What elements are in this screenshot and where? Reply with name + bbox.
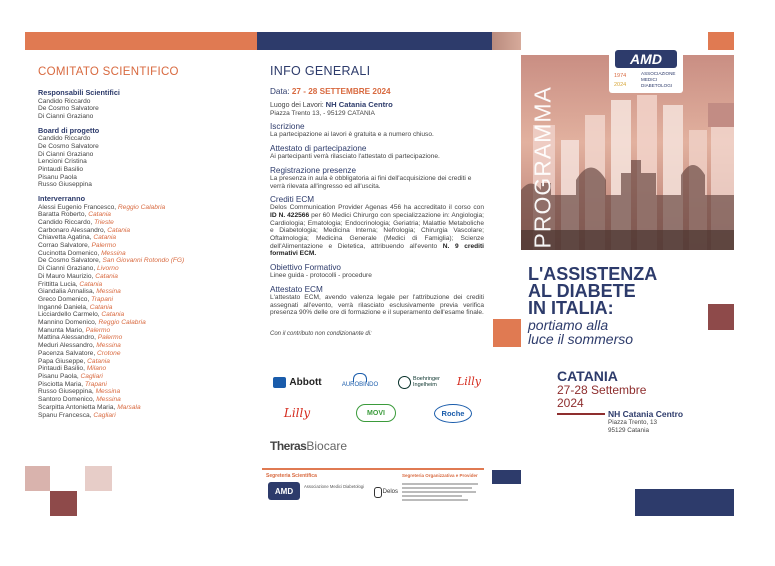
speaker-name: Pisciotta Maria, — [38, 380, 84, 388]
secretariat-strip — [262, 468, 484, 512]
aurobindo-icon — [353, 373, 367, 382]
committee-title: COMITATO SCIENTIFICO — [38, 66, 179, 78]
person-name: Pisanu Paola — [38, 173, 77, 181]
info-title: INFO GENERALI — [270, 64, 371, 78]
deco-square-rose-cover — [708, 103, 734, 127]
abbott-icon — [273, 377, 286, 388]
info-section-text: La presenza in aula è obbligatoria ai fini dell'acquisizione dei crediti e verrà rilevata all'ingresso ed all'uscita. — [270, 174, 472, 190]
speaker-city: Messina — [96, 396, 121, 404]
deco-bar-navy-bottom — [635, 489, 734, 516]
person-name: Candido Riccardo — [38, 97, 91, 105]
speaker-city: Marsala — [117, 403, 141, 411]
speaker-city: Trieste — [94, 218, 114, 226]
abbott-logo — [270, 373, 325, 391]
speaker-name: Di Mauro Maurizio, — [38, 272, 94, 280]
ecm-text-2: per 60 Medici Chirurgo con specializzazione in: Angiologia; Cardiologia; Ematologia; Endocrinologia; Geriatria; Malattie Metaboliche e Diabetologia; Medicina Interna; Nefrologia; Chirurgia Vascolare; Oftalmologia; Medicina Generale (Medici di Famiglia); Scienze dell'Alimentazione e Dietetica, attribuendo all'evento — [270, 211, 484, 250]
speaker-city: Messina — [96, 288, 121, 296]
cover-venue: NH Catania Centro — [608, 409, 684, 419]
movi-text: MOVI — [367, 409, 385, 417]
speaker-name: De Cosmo Salvatore, — [38, 257, 101, 265]
speaker-name: Pacenza Salvatore, — [38, 349, 96, 357]
cover-headline — [528, 266, 708, 346]
person-name: Di Cianni Graziano — [38, 112, 94, 120]
subtitle-line-2: luce il sommerso — [528, 331, 634, 347]
person-name: Di Cianni Graziano — [38, 150, 94, 158]
lilly-logo — [452, 372, 486, 390]
theras-text: Theras — [270, 439, 307, 453]
person-name: De Cosmo Salvatore — [38, 142, 99, 150]
speaker-city: Catania — [89, 303, 113, 311]
board-title: Board di progetto — [38, 125, 100, 135]
speaker-item — [38, 296, 248, 304]
movi-logo — [356, 404, 396, 422]
speaker-item — [38, 227, 248, 235]
speaker-city: Palermo — [91, 242, 117, 250]
boehringer-icon — [398, 376, 411, 389]
info-panel — [270, 64, 484, 339]
speaker-city: Reggio Calabria — [98, 319, 146, 327]
segreteria-org-lines — [402, 481, 482, 503]
speaker-item — [38, 350, 248, 358]
ecm-credits: N. 9 crediti formativi ECM. — [270, 242, 484, 258]
speaker-item — [38, 304, 248, 312]
committee-panel — [38, 66, 248, 419]
person-name: Russo Giuseppina — [38, 181, 92, 189]
speaker-name: Pintaudi Basilio, — [38, 365, 85, 373]
speaker-item — [38, 404, 248, 412]
speaker-item — [38, 327, 248, 335]
speaker-city: Catania — [88, 211, 111, 219]
delos-logo — [374, 484, 398, 500]
ecm-text-1: Delos Communication Provider Agenas 456 ha accreditato il corso con — [270, 204, 484, 212]
boehringer-text-2: Ingelheim — [413, 382, 437, 388]
speaker-name: Santoro Domenico, — [38, 396, 95, 404]
cover-divider — [557, 413, 605, 415]
amd-logo-mark — [615, 50, 677, 68]
speaker-city: Catania — [95, 272, 118, 280]
delos-icon — [374, 487, 382, 498]
deco-square-navy-mid — [492, 470, 521, 484]
deco-square-rose — [25, 466, 50, 491]
roche-text: Roche — [441, 409, 465, 418]
speaker-name: Mattina Alessandro, — [38, 334, 96, 342]
speaker-item — [38, 358, 248, 366]
attestato-ecm-title: Attestato ECM — [270, 284, 323, 294]
speaker-city: Cagliari — [80, 373, 103, 380]
abbott-text: Abbott — [289, 376, 322, 388]
speaker-name: Russo Giuseppina, — [38, 388, 94, 396]
speaker-city: San Giovanni Rotondo (FG) — [102, 257, 185, 265]
speaker-item — [38, 381, 248, 389]
amd-small-logo — [268, 482, 300, 500]
speaker-item — [38, 342, 248, 350]
date-label: Data: — [270, 87, 290, 96]
speaker-city: Livorno — [97, 265, 119, 273]
speaker-city: Catania — [107, 226, 131, 234]
speaker-item — [38, 319, 248, 327]
info-section-text: Ai partecipanti verrà rilasciato l'attestato di partecipazione. — [270, 153, 440, 161]
info-section-title: Attestato di partecipazione — [270, 144, 367, 154]
speaker-item — [38, 242, 248, 250]
aurobindo-text: AUROBINDO — [341, 381, 379, 388]
info-sections — [270, 122, 484, 190]
vertical-programma: PROGRAMMA — [529, 86, 556, 249]
speaker-item — [38, 273, 248, 281]
speaker-city: Catania — [87, 357, 110, 365]
amd-logo-text: AMD — [630, 51, 662, 67]
lilly-logo-2 — [280, 403, 314, 423]
deco-square-rose-2 — [85, 466, 112, 491]
speaker-item — [38, 265, 248, 273]
speaker-item — [38, 257, 248, 265]
segreteria-scientifica-title: Segreteria Scientifica — [266, 473, 317, 479]
obiettivo-title: Obiettivo Formativo — [270, 263, 341, 273]
top-bar-orange-right — [708, 32, 734, 50]
ecm-title: Crediti ECM — [270, 195, 315, 205]
biocare-text: Biocare — [306, 439, 348, 453]
aurobindo-logo — [332, 369, 388, 391]
speaker-city: Milano — [86, 365, 107, 373]
segreteria-scientifica-org: Associazione Medici Diabetologi — [304, 484, 365, 489]
speaker-item — [38, 219, 248, 227]
speaker-name: Meduri Alessandro, — [38, 342, 95, 350]
speaker-item — [38, 412, 248, 420]
speaker-item — [38, 250, 248, 258]
speaker-name: Spanu Francesca, — [38, 411, 92, 419]
speaker-item — [38, 211, 248, 219]
ecm-id: ID N. 422566 — [270, 211, 310, 219]
amd-logo — [609, 47, 683, 93]
speaker-city: Messina — [95, 388, 121, 396]
responsabili-title: Responsabili Scientifici — [38, 88, 120, 97]
segreteria-org-title: Segreteria Organizzativa e Provider — [402, 473, 478, 478]
speaker-city: Messina — [96, 342, 121, 350]
theras-logo — [270, 437, 347, 455]
date-line — [270, 87, 484, 96]
amd-sub-1: ASSOCIAZIONE — [641, 71, 676, 76]
speaker-name: Mannino Domenico, — [38, 319, 97, 327]
lilly-text-2: Lilly — [283, 406, 311, 420]
attestato-ecm-text: L'attestato ECM, avendo valenza legale per l'attribuzione dei crediti assegnati all'evento, verrà rilasciato esclusivamente previa verifica presenza 90% delle ore di formazione e il superamento dell'esame finale. — [270, 293, 484, 317]
speaker-city: Cagliari — [93, 411, 116, 419]
speaker-item — [38, 204, 248, 212]
responsabili-list — [38, 98, 248, 121]
speaker-name: Carbonaro Alessandro, — [38, 226, 106, 234]
cover-address-1: Piazza Trento, 13 — [608, 419, 658, 426]
info-section-text: La partecipazione ai lavori è gratuita e a numero chiuso. — [270, 131, 434, 139]
speaker-name: Corrao Salvatore, — [38, 242, 90, 250]
venue-address: Piazza Trento 13, - 95129 CATANIA — [270, 109, 375, 117]
venue-line — [270, 101, 484, 110]
speaker-item — [38, 373, 248, 381]
speakers-title: Interverranno — [38, 194, 86, 204]
cover-venue-block — [608, 409, 728, 435]
deco-square-orange-mid — [493, 319, 521, 347]
amd-sub-3: DIABETOLOGI — [641, 83, 673, 88]
cover-address-2: 95129 Catania — [608, 427, 649, 434]
boehringer-logo — [394, 372, 444, 392]
speaker-city: Trapani — [84, 380, 107, 388]
headline-line-1: L'ASSISTENZA — [528, 264, 658, 284]
roche-logo — [434, 404, 472, 423]
person-name: Lencioni Cristina — [38, 158, 87, 166]
speaker-city: Crotone — [97, 349, 121, 357]
info-section-title: Iscrizione — [270, 122, 305, 132]
headline-line-3: IN ITALIA: — [528, 298, 614, 318]
person-name: Candido Riccardo — [38, 135, 91, 143]
speakers-list — [38, 204, 248, 420]
subtitle-line-1: portiamo alla — [528, 317, 609, 333]
speaker-item — [38, 396, 248, 404]
sponsor-intro: Con il contributo non condizionante di: — [270, 330, 372, 337]
speaker-name: Scarpitta Antonietta Maria, — [38, 403, 116, 411]
delos-text: Delos — [382, 489, 398, 495]
venue-label: Luogo dei Lavori: — [270, 102, 324, 109]
speaker-name: Di Cianni Graziano, — [38, 265, 96, 273]
speaker-item — [38, 281, 248, 289]
speaker-city: Reggio Calabria — [117, 203, 166, 211]
speaker-city: Messina — [101, 249, 126, 257]
speaker-city: Catania — [79, 280, 103, 288]
person-name: De Cosmo Salvatore — [38, 105, 99, 113]
speaker-city: Catania — [101, 311, 125, 319]
speaker-name: Alessi Eugenio Francesco, — [38, 203, 117, 211]
date-value: 27 - 28 SETTEMBRE 2024 — [291, 87, 391, 96]
amd-year-start: 1974 — [614, 73, 627, 79]
ecm-text — [270, 204, 484, 258]
speaker-item — [38, 365, 248, 373]
deco-square-maroon-cover — [708, 304, 734, 330]
board-list — [38, 135, 248, 189]
speaker-name: Candido Riccardo, — [38, 218, 93, 226]
speaker-city: Palermo — [85, 326, 111, 334]
speaker-city: Palermo — [97, 334, 123, 342]
speaker-name: Inganné Daniela, — [38, 303, 88, 311]
info-section-title: Registrazione presenze — [270, 165, 357, 175]
speaker-item — [38, 311, 248, 319]
cover-city: CATANIA — [557, 368, 618, 384]
speaker-name: Manunta Mario, — [38, 326, 84, 334]
speaker-city: Catania — [93, 234, 117, 242]
amd-sub-2: MEDICI — [641, 77, 658, 82]
speaker-name: Papa Giuseppe, — [38, 357, 86, 365]
speaker-name: Chiavetta Agatina, — [38, 234, 92, 242]
top-bar-navy — [257, 32, 492, 50]
person-name: Pintaudi Basilio — [38, 165, 84, 173]
amd-small-text: AMD — [274, 486, 294, 496]
speaker-name: Pisanu Paola, — [38, 373, 79, 380]
cover-dates: 27-28 Settembre — [557, 383, 647, 397]
speaker-item — [38, 234, 248, 242]
speaker-name: Baratta Roberto, — [38, 211, 87, 219]
speaker-item — [38, 334, 248, 342]
venue-value: NH Catania Centro — [325, 100, 393, 109]
amd-year-end: 2024 — [614, 82, 627, 88]
speaker-name: Cucinotta Domenico, — [38, 249, 100, 257]
speaker-name: Frittitta Lucia, — [38, 280, 78, 288]
lilly-text: Lilly — [456, 374, 482, 388]
headline-line-2: AL DIABETE — [528, 281, 636, 301]
speaker-item — [38, 388, 248, 396]
obiettivo-text: Linee guida - protocolli - procedure — [270, 272, 372, 280]
speaker-name: Greco Domenico, — [38, 295, 90, 303]
boehringer-text-1: Boehringer — [413, 376, 440, 382]
speaker-item — [38, 288, 248, 296]
deco-square-maroon — [50, 491, 77, 516]
speaker-city: Trapani — [91, 295, 114, 303]
top-bar-orange — [25, 32, 257, 50]
speaker-name: Licciardello Carmelo, — [38, 311, 100, 319]
speaker-name: Giandalia Annalisa, — [38, 288, 95, 296]
cover-year: 2024 — [557, 396, 584, 410]
top-bar-photo — [492, 32, 521, 50]
